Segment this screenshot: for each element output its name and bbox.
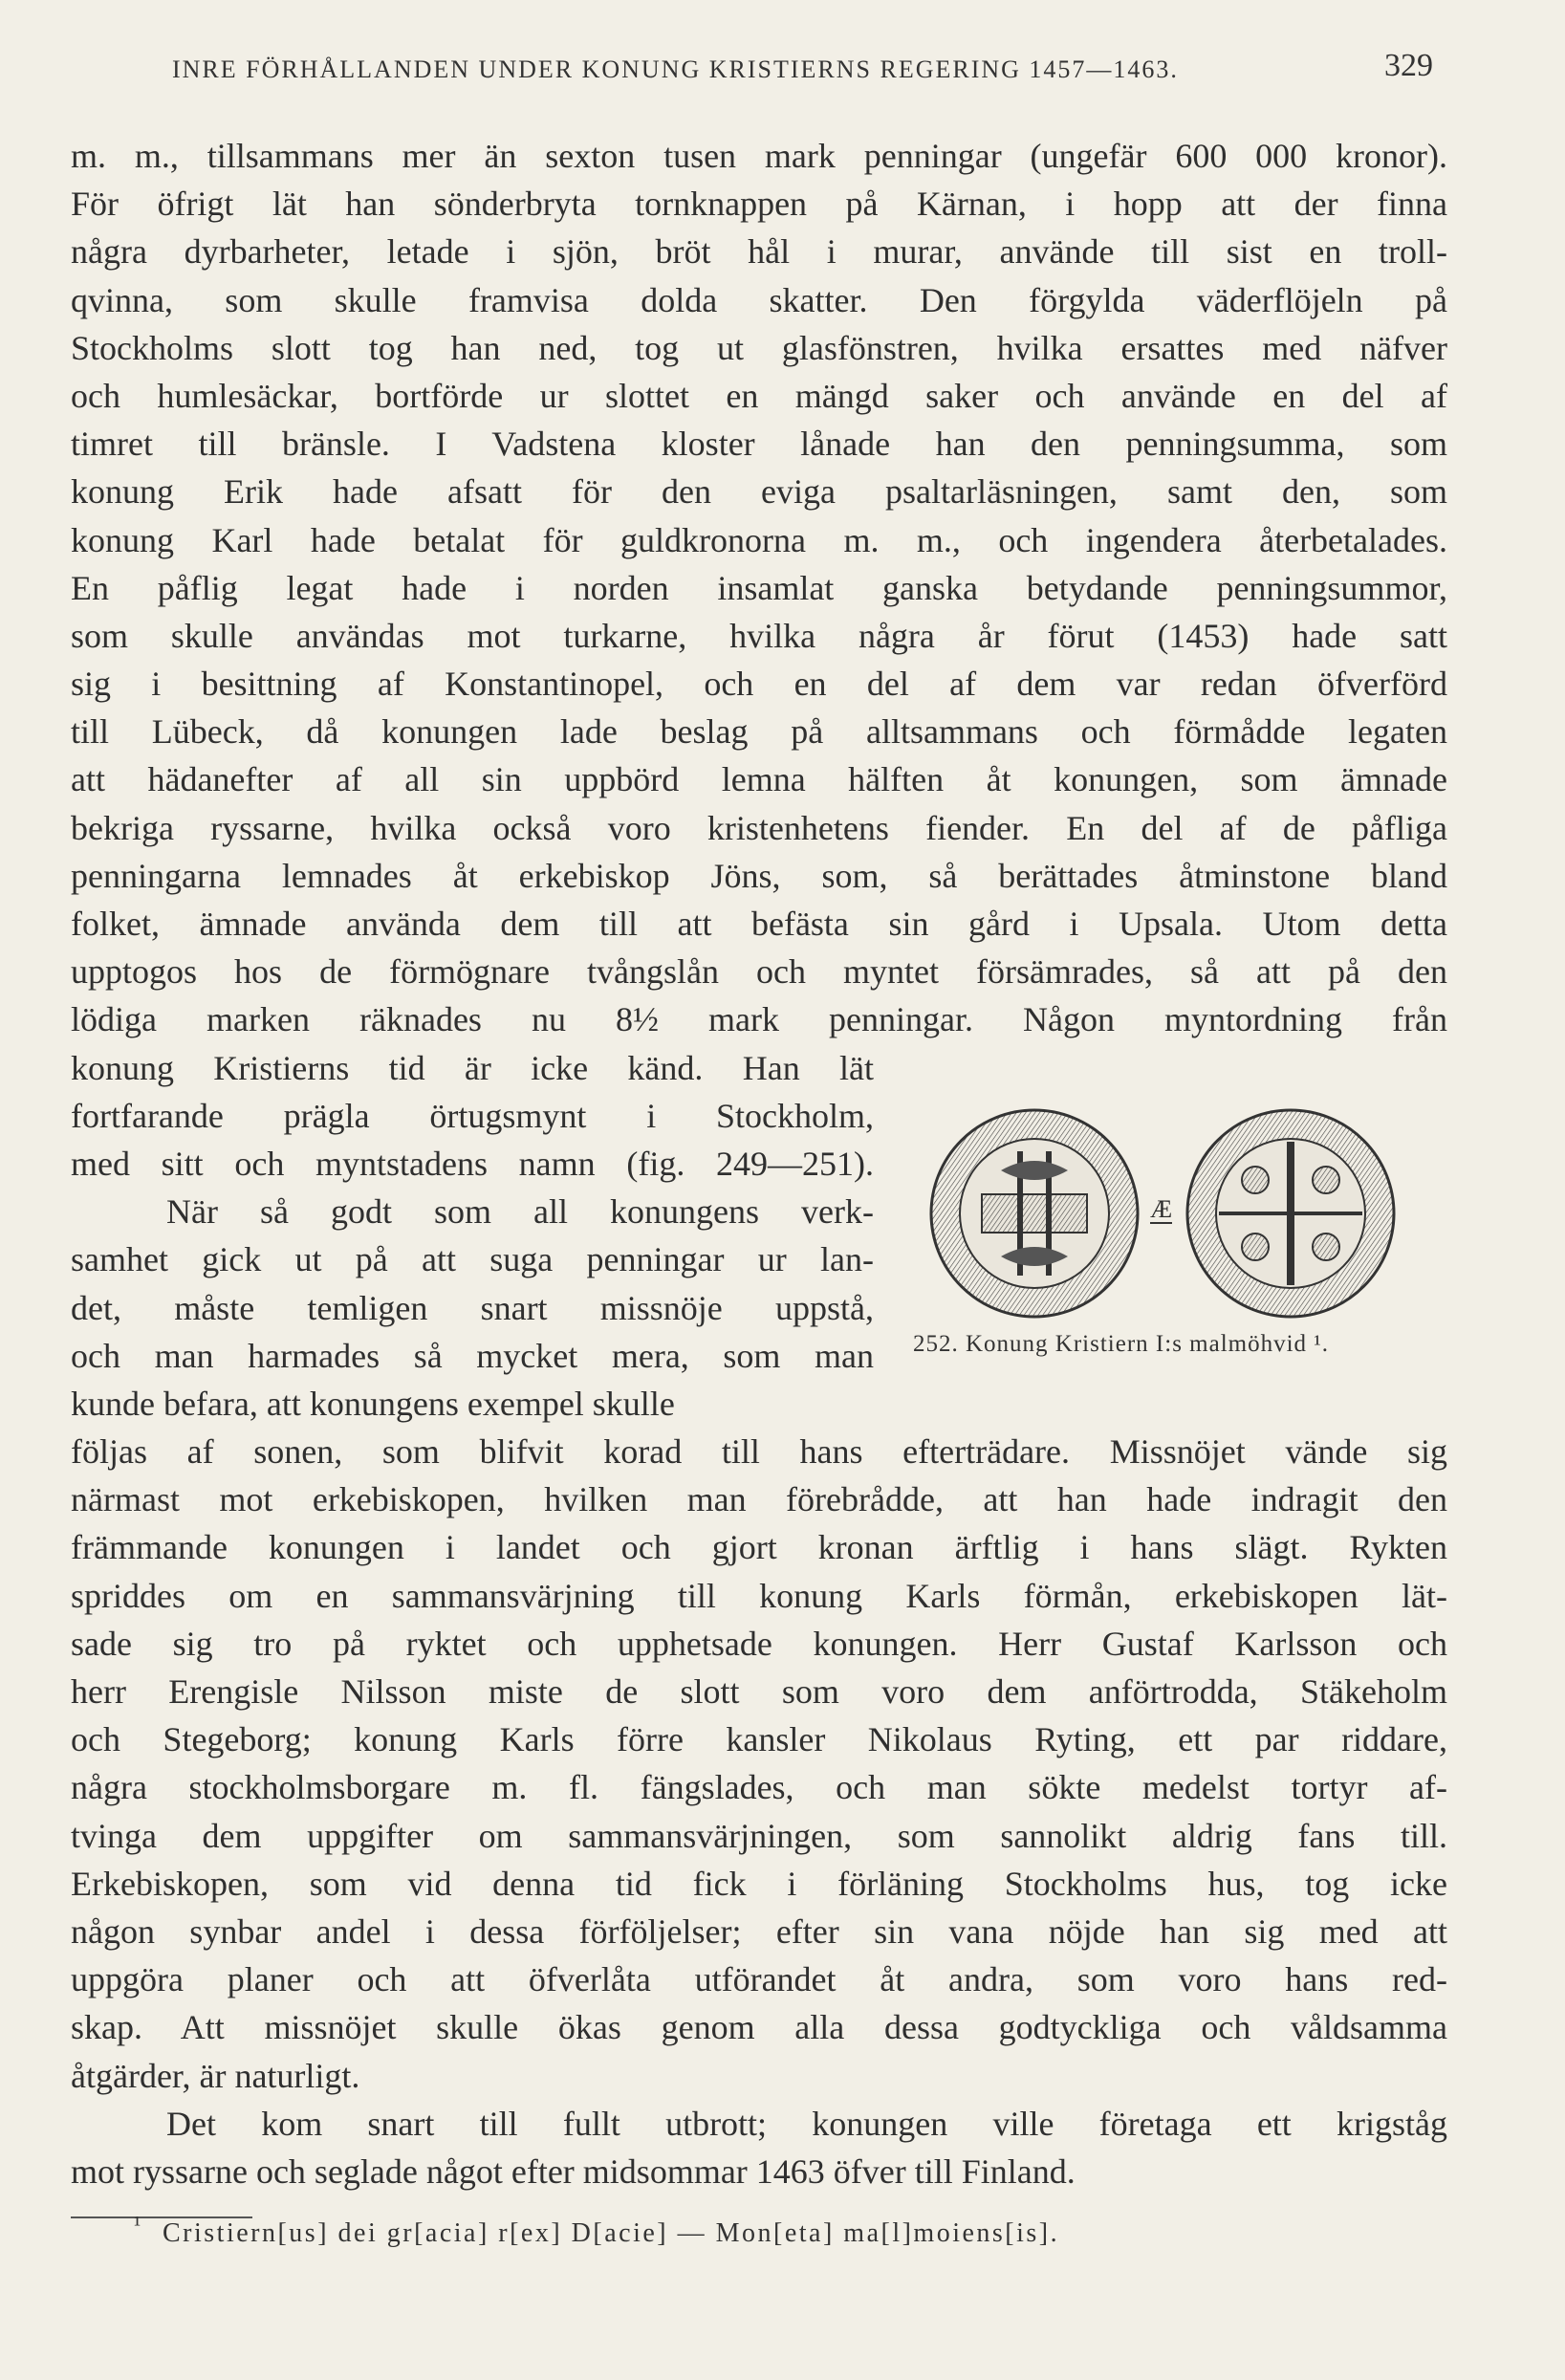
text-line: upptogos hos de förmögnare tvångslån och myntet försämrades, så att på den	[71, 952, 1447, 992]
footnote-marker: ¹	[134, 2213, 141, 2238]
figure-caption: 252. Konung Kristiern I:s malmöhvid ¹.	[913, 1331, 1330, 1357]
text-line: uppgöra planer och att öfverlåta utförandet åt andra, som voro hans red-	[71, 1960, 1447, 1999]
text-line: några dyrbarheter, letade i sjön, bröt hål i murar, använde till sist en troll-	[71, 232, 1447, 272]
text-line: kunde befara, att konungens exempel skulle	[71, 1384, 675, 1423]
text-line: För öfrigt lät han sönderbryta tornknappen på Kärnan, i hopp att der finna	[71, 185, 1447, 224]
footnote-text: Cristiern[us] dei gr[acia] r[ex] D[acie] — Mon[eta] ma[l]moiens[is].	[163, 2218, 1060, 2248]
text-line: konung Erik hade afsatt för den eviga psaltarläsningen, samt den, som	[71, 472, 1447, 512]
text-line: och humlesäckar, bortförde ur slottet en mängd saker och använde en del af	[71, 376, 1447, 415]
coin-metal-mark: Æ	[1150, 1195, 1173, 1223]
text-line: några stockholmsborgare m. fl. fängslades, och man sökte medelst tortyr af-	[71, 1768, 1447, 1807]
header-title: INRE FÖRHÅLLANDEN UNDER KONUNG KRISTIERNS REGERING 1457—1463.	[172, 55, 1179, 83]
text-line: med sitt och myntstadens namn (fig. 249—251).	[71, 1144, 874, 1183]
text-line: åtgärder, är naturligt.	[71, 2056, 360, 2095]
text-line: timret till bränsle. I Vadstena kloster lånade han den penningsumma, som	[71, 425, 1447, 464]
text-line: samhet gick ut på att suga penningar ur lan-	[71, 1240, 874, 1279]
text-line: att hädanefter af all sin uppbörd lemna hälften åt konungen, som ämnade	[71, 760, 1447, 799]
text-line: qvinna, som skulle framvisa dolda skatter. Den förgylda väderflöjeln på	[71, 280, 1447, 319]
running-header	[172, 48, 1444, 84]
text-line: fortfarande prägla örtugsmynt i Stockholm,	[71, 1096, 874, 1135]
text-line: penningarna lemnades åt erkebiskop Jöns, som, så berättades åtminstone bland	[71, 856, 1447, 895]
text-line: herr Erengisle Nilsson miste de slott som voro dem anförtrodda, Stäkeholm	[71, 1672, 1447, 1711]
footnote	[163, 2218, 1059, 2249]
text-line: Stockholms slott tog han ned, tog ut glasfönstren, hvilka ersattes med näfver	[71, 328, 1447, 367]
text-line: spriddes om en sammansvärjning till konung Karls förmån, erkebiskopen lät-	[71, 1576, 1447, 1615]
coin-reverse-image	[1181, 1103, 1401, 1323]
text-line: någon synbar andel i dessa förföljelser; efter sin vana nöjde han sig med att	[71, 1911, 1447, 1951]
text-line: främmande konungen i landet och gjort kronan ärftlig i hans slägt. Rykten	[71, 1528, 1447, 1567]
text-line: skap. Att missnöjet skulle ökas genom alla dessa godtyckliga och våldsamma	[71, 2008, 1447, 2047]
text-line: och Stegeborg; konung Karls förre kansler Nikolaus Ryting, ett par riddare,	[71, 1720, 1447, 1759]
text-line: Erkebiskopen, som vid denna tid fick i förläning Stockholms hus, tog icke	[71, 1864, 1447, 1903]
text-line: som skulle användas mot turkarne, hvilka några år förut (1453) hade satt	[71, 616, 1447, 655]
text-line: När så godt som all konungens verk-	[166, 1192, 874, 1232]
text-line: konung Karl hade betalat för guldkronorna m. m., och ingendera återbetalades.	[71, 520, 1447, 559]
text-line: lödiga marken räknades nu 8½ mark penningar. Någon myntordning från	[71, 1000, 1447, 1039]
text-line: konung Kristierns tid är icke känd. Han lät	[71, 1048, 874, 1087]
text-line: En påflig legat hade i norden insamlat ganska betydande penningsummor,	[71, 568, 1447, 607]
text-line: det, måste temligen snart missnöje uppstå,	[71, 1288, 874, 1327]
text-line: och man harmades så mycket mera, som man	[71, 1336, 874, 1375]
text-line: bekriga ryssarne, hvilka också voro kristenhetens fiender. En del af de påfliga	[71, 808, 1447, 847]
text-line: närmast mot erkebiskopen, hvilken man förebrådde, att han hade indragit den	[71, 1480, 1447, 1519]
coin-obverse-image	[924, 1103, 1144, 1323]
text-line: följas af sonen, som blifvit korad till hans efterträdare. Missnöjet vände sig	[71, 1432, 1447, 1472]
text-line: m. m., tillsammans mer än sexton tusen mark penningar (ungefär 600 000 kronor).	[71, 137, 1447, 175]
text-line: tvinga dem uppgifter om sammansvärjningen, som sannolikt aldrig fans till.	[71, 1816, 1447, 1855]
text-line: Det kom snart till fullt utbrott; konungen ville företaga ett krigståg	[166, 2104, 1447, 2143]
text-line: till Lübeck, då konungen lade beslag på alltsammans och förmådde legaten	[71, 712, 1447, 752]
text-line: mot ryssarne och seglade något efter midsommar 1463 öfver till Finland.	[71, 2151, 1076, 2191]
coin-figure	[913, 1090, 1448, 1377]
text-line: folket, ämnade använda dem till att befästa sin gård i Upsala. Utom detta	[71, 905, 1447, 943]
page-number: 329	[1384, 48, 1433, 83]
text-line: sig i besittning af Konstantinopel, och en del af dem var redan öfverförd	[71, 665, 1447, 704]
text-line: sade sig tro på ryktet och upphetsade konungen. Herr Gustaf Karlsson och	[71, 1624, 1447, 1663]
